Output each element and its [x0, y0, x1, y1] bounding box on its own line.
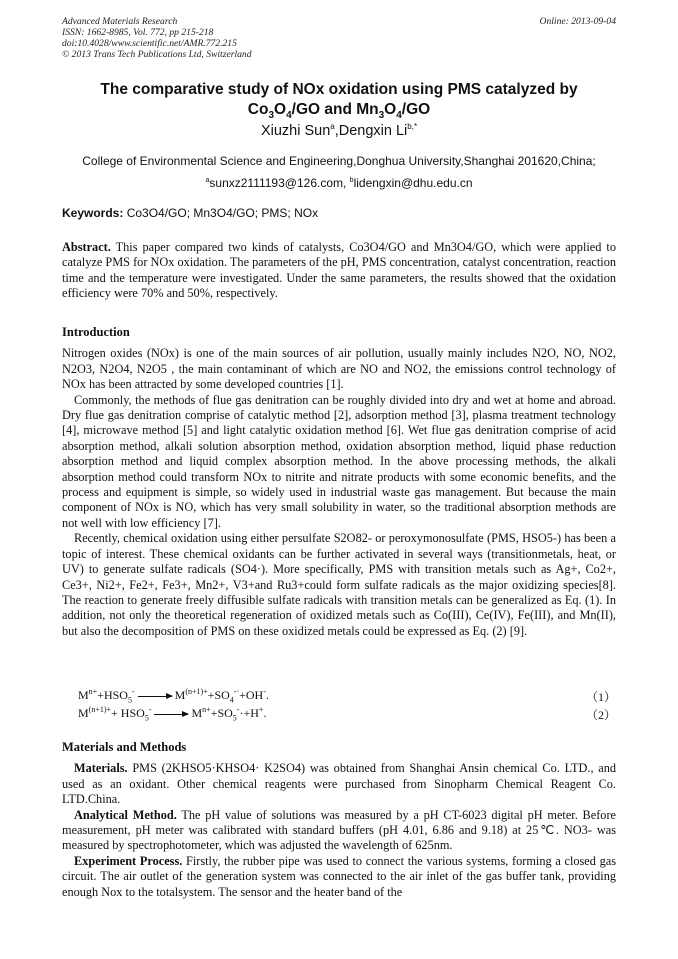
abstract-text: This paper compared two kinds of catalysts, Co3O4/GO and Mn3O4/GO, which were applied to catalyze PMS for NOx oxidation. The parameters of the pH, PMS concentration, catalyst concentration, reaction time and the temperature were investigated. Under the same parameters, the results showed that the oxidation efficiency were 70% and 50%, respectively.: [62, 240, 616, 301]
issn: ISSN: 1662-8985, Vol. 772, pp 215-218: [62, 27, 214, 38]
equation-number-2: （2）: [585, 708, 616, 722]
materials-and-methods: [62, 740, 616, 900]
doi: doi:10.4028/www.scientific.net/AMR.772.215: [62, 38, 237, 49]
introduction: [62, 325, 616, 639]
abstract-label: Abstract.: [62, 240, 111, 254]
keywords-text: Co3O4/GO; Mn3O4/GO; PMS; NOx: [123, 206, 319, 220]
materials-paragraph: Materials. PMS (2KHSO5·KHSO4· K2SO4) was obtained from Shanghai Ansin chemical Co. LTD., and used as an oxidant. Other chemical reagents were purchased from Sinopharm Chemical Reagent Co. LTD.China.: [62, 761, 616, 807]
equation-2: $M^{(n+1)+}+ HSO_5^-$ $M^{n+}+SO_5^-\cdot+H^+$. （2）: [78, 705, 616, 723]
equation-number-1: （1）: [585, 690, 616, 704]
process-paragraph: Experiment Process. Firstly, the rubber pipe was used to connect the various systems, forming a closed gas circuit. The air outlet of the generation system was connected to the air inlet of the gas buffer tank, providing enough Nox to the totalsystem. The sensor and the heater band of the: [62, 853, 616, 899]
title-line-1: The comparative study of NOx oxidation using PMS catalyzed by: [100, 81, 578, 98]
title-line-2: $Co_3O_4/GO$ and $Mn_3O_4/GO$: [247, 101, 431, 122]
journal-header: [62, 16, 252, 60]
affiliation-line: College of Environmental Science and Engineering,Donghua University,Shanghai 201620,China;: [82, 154, 596, 168]
abstract: [62, 240, 616, 302]
keywords: [62, 206, 318, 220]
emails: $^a$sunxz2111193@126.com, $^b$lidengxin@dhu.edu.cn: [205, 176, 473, 190]
email-b: lidengxin@dhu.edu.cn: [353, 176, 473, 190]
introduction-heading: Introduction: [62, 325, 130, 339]
authors: Xiuzhi Sun$^a$,Dengxin $Li^{b,*}$: [260, 122, 418, 139]
copyright: © 2013 Trans Tech Publications Ltd, Switzerland: [62, 49, 252, 60]
methods-heading: Materials and Methods: [62, 740, 187, 754]
paper-title: [50, 80, 628, 120]
intro-paragraph-1: Nitrogen oxides (NOx) is one of the main sources of air pollution, usually mainly includes N2O, NO, NO2, N2O3, N2O4, N2O5 , the main contaminant of which are NO and NO2, the emissions control technology of NOx has been attracted by some developed countries [1].: [62, 346, 616, 392]
email-a: sunxz2111193@126.com,: [209, 176, 350, 190]
online-date: Online: 2013-09-04: [539, 16, 616, 27]
intro-paragraph-2: Commonly, the methods of flue gas denitration can be roughly divided into dry and wet at home and abroad. Dry flue gas denitration comprise of catalytic method [2], adsorption method [3], plasma treatment technology [4], microwave method [5] and light catalytic oxidation method [6]. Wet flue gas denitration comprise of acid absorption method, alkali solution absorption method, oxidation absorption method, liquid phase reduction absorption method and liquid complex absorption method. In the above processing methods, the alkali absorption method could transform NOx to nitrite and nitrate products with some economic benefits, and the process and equipment is simple, so widely used in industrial waste gas management. But because the main component of NOx is NO, which has very small solubility in water, so the traditional absorption methods are not well with low efficiency [7].: [62, 392, 616, 530]
analytical-paragraph: Analytical Method. The pH value of solutions was measured by a pH CT-6023 digital pH meter. Before measurement, pH meter was calibrated with standard buffers (pH 4.01, 6.86 and 9.18) at 25℃. NO3- was measured by spectrophotometer, which was adjusted the wavelength of 625nm.: [62, 807, 616, 853]
journal-name: Advanced Materials Research: [62, 16, 178, 27]
affiliation: [40, 150, 638, 194]
keywords-label: Keywords:: [62, 206, 124, 220]
reaction-arrow: [154, 714, 188, 715]
reaction-arrow: [138, 696, 172, 697]
intro-paragraph-3: Recently, chemical oxidation using either persulfate S2O82- or peroxymonosulfate (PMS, HSO5-) has been a topic of interest. These chemical oxidants can be further activated in several ways (transitionmetals, heat, or UV) to generate sulfate radicals (SO4·). More specifically, PMS with transition metals such as Ag+, Co2+, Ce3+, Ni2+, Fe2+, Fe3+, Mn2+, V3+and Ru3+could form sulfate radicals as the major oxidizing species[8]. The reaction to generate freely diffusible sulfate radicals with transition metals can be generalized as Eq. (1). In addition, not only the theoretical regeneration of oxidized metals such as Co(III), Ce(IV), Fe(III), and Mn(II), but also the decomposition of PMS on these oxidized metals could be expressed as Eq. (2) [9].: [62, 531, 616, 638]
equation-1: $M^{n+}+HSO_5^-$ $M^{(n+1)+}+SO_4^{-\cdot}+OH^-$. （1）: [78, 687, 616, 705]
